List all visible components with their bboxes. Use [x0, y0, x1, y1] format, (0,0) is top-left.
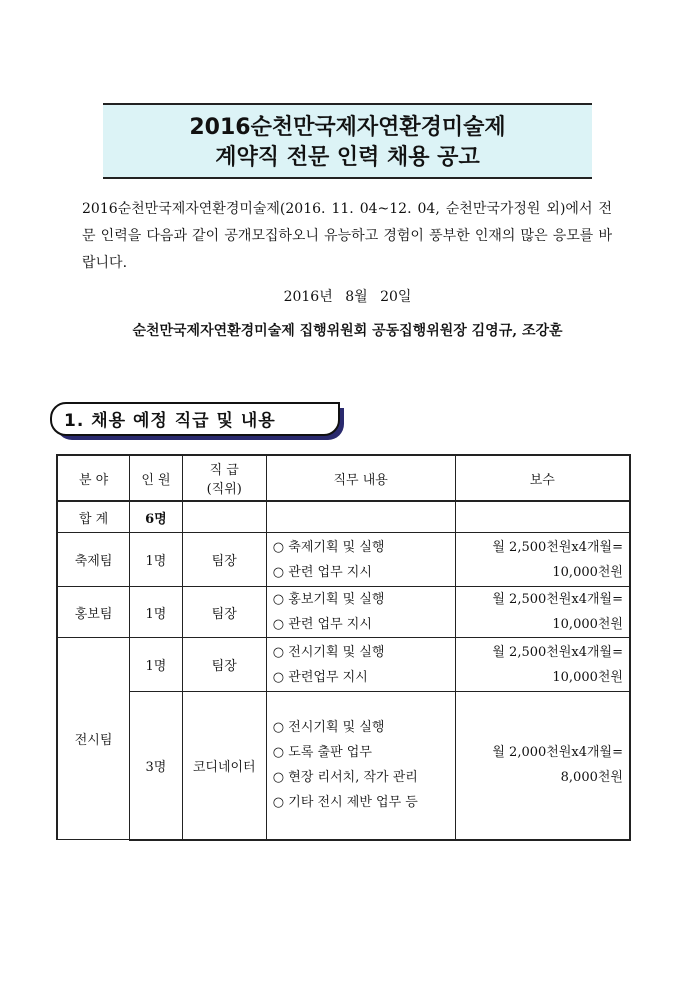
- pay-line: 월 2,500천원x4개월=: [492, 592, 623, 607]
- section-heading-label: 1. 채용 예정 직급 및 내용: [64, 411, 276, 431]
- date-month: 8월: [345, 289, 368, 305]
- duty-item: ○ 관련 업무 지시: [272, 564, 372, 580]
- duty-item: ○ 관련업무 지시: [272, 669, 368, 685]
- pay-line: 월 2,500천원x4개월=: [492, 539, 623, 555]
- announcement-date: [0, 286, 695, 306]
- total-count: 6명: [130, 501, 182, 533]
- duty-item: ○ 기타 전시 제반 업무 등: [272, 795, 418, 811]
- row-rank: 코디네이터: [182, 692, 266, 840]
- header-rank-line1: 직 급: [209, 463, 239, 478]
- duty-item: ○ 축제기획 및 실행: [272, 539, 385, 555]
- table-header-row: [57, 455, 630, 501]
- duty-item: ○ 전시기획 및 실행: [272, 644, 385, 660]
- pay-line: 10,000천원: [552, 617, 623, 632]
- total-pay-empty: [455, 501, 630, 533]
- header-rank: [182, 455, 266, 501]
- row-rank: 팀장: [182, 638, 266, 692]
- title-line1: 2016순천만국제자연환경미술제: [189, 115, 506, 140]
- table-row: [57, 533, 630, 587]
- row-duties: [266, 587, 455, 638]
- header-pay: 보수: [455, 455, 630, 501]
- total-row: [57, 501, 630, 533]
- recruitment-table: [56, 454, 631, 841]
- row-pay: [455, 692, 630, 840]
- row-rank: 팀장: [182, 533, 266, 587]
- intro-paragraph: 2016순천만국제자연환경미술제(2016. 11. 04~12. 04, 순천만국가정원 외)에서 전문 인력을 다음과 같이 공개모집하오니 유능하고 경험이 풍부한 인재의 많은 응모를 바랍니다.: [82, 201, 612, 271]
- header-field: 분 야: [57, 455, 130, 501]
- row-field: 전시팀: [57, 638, 130, 840]
- row-duties: [266, 638, 455, 692]
- row-count: 1명: [130, 638, 182, 692]
- row-pay: [455, 533, 630, 587]
- date-year: 2016년: [283, 289, 333, 305]
- total-label: 합 계: [57, 501, 130, 533]
- row-pay: [455, 638, 630, 692]
- header-duty: 직무 내용: [266, 455, 455, 501]
- duty-item: ○ 전시기획 및 실행: [272, 720, 385, 736]
- table-row: [57, 692, 630, 840]
- title-line2: 계약직 전문 인력 채용 공고: [215, 145, 480, 170]
- duty-item: ○ 관련 업무 지시: [272, 617, 372, 632]
- total-rank-empty: [182, 501, 266, 533]
- pay-line: 10,000천원: [552, 564, 623, 580]
- header-count: 인 원: [130, 455, 182, 501]
- pay-line: 월 2,500천원x4개월=: [492, 644, 623, 660]
- section-heading: [50, 402, 344, 440]
- row-count: 3명: [130, 692, 182, 840]
- pay-line: 월 2,000천원x4개월=: [492, 745, 623, 761]
- row-count: 1명: [130, 533, 182, 587]
- header-rank-line2: (직위): [206, 482, 242, 497]
- row-rank: 팀장: [182, 587, 266, 638]
- table-row: [57, 638, 630, 692]
- row-duties: [266, 692, 455, 840]
- duty-item: ○ 홍보기획 및 실행: [272, 592, 385, 607]
- pay-line: 10,000천원: [552, 669, 623, 685]
- row-count: 1명: [130, 587, 182, 638]
- duty-item: ○ 현장 리서치, 작가 관리: [272, 770, 418, 786]
- row-duties: [266, 533, 455, 587]
- row-field: 홍보팀: [57, 587, 130, 638]
- total-duty-empty: [266, 501, 455, 533]
- date-day: 20일: [380, 289, 412, 305]
- row-pay: [455, 587, 630, 638]
- signature: 순천만국제자연환경미술제 집행위원회 공동집행위원장 김영규, 조강훈: [132, 323, 563, 339]
- title-box: [103, 103, 592, 179]
- duty-item: ○ 도록 출판 업무: [272, 745, 372, 761]
- row-field: 축제팀: [57, 533, 130, 587]
- pay-line: 8,000천원: [560, 770, 623, 786]
- table-row: [57, 587, 630, 638]
